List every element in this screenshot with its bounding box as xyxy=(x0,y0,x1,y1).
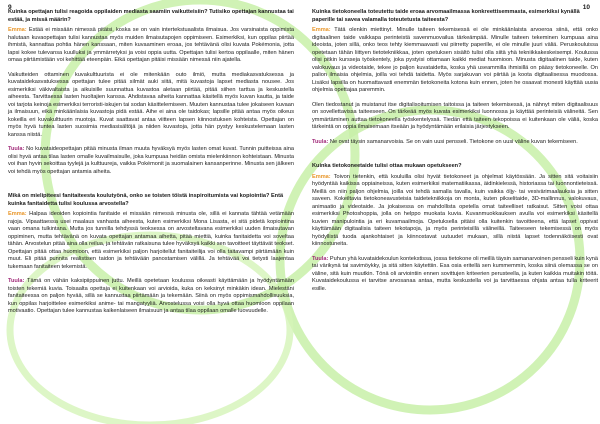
speaker-label: Tuula: xyxy=(8,146,25,152)
answer-paragraph: Vaikutteiden ottaminen kuvakulttuurista ei ole mitenkään outo ilmiö, mutta mediakasvatuksessa ja kuvataidekasvatuksessa opettajan tulee pitää silmät auki siitä, mitä kuvastoja lapset mediasta nousee. Jos esimerkiksi väkivaltaista ja aikuisille suunnattua kuvastoa aletaan piirtää, pitää siihen tarttua ja keskustella aiheesta. Tarvittaessa lasten huoltajien kanssa. Ahdistavaa aiheita kannattaa käsitellä myös kuvan kautta, ja taide voi tarjota keinoja esimerkiksi terroristi-iskujen tai sodan käsittelemiseen. Muuten kannustaa tulee jokaiseen kuvaan ja ilmaisuun, eikä minkäänlaisia kuvastoja pidä estää. Aihe ei aina ole taidokas; lapsille pitää antaa myös oikeus kokeilla eri kuvakulttuurin muotoja. Kuvat saattavat antaa viitteen lapsen kiinnostuksen kohteista. Opettajan on myös hyvä tuntea lasten suosimia mediasisältöjä ja niiden kuvastoja, jotta hän pystyy keskustelemaan lasten kanssa niistä. xyxy=(8,71,294,138)
speaker-label: Emma: xyxy=(8,27,27,33)
right-page-column xyxy=(312,9,598,300)
answer-text: Estää ei missään nimessä pitäisi, koska se on vain intertekstuaalista ilmaisua. Jos varsinaista oppimista halutaan kuvaopettajan tulisi kannustaa myös muiden ilmaisutapojen oppimiseen. Esimerkiksi, kun oppilas piirtää ihmistä, kannattaa pohtia hänen kanssaan, miten kuvaaminen eroaa, jos tehtävänä olisi kuvata Pokémonia, jotta lapsi kokee tulevansa kuulluksi ja ymmärretyksi ja voisi oppia uutta. Opettajan tulisi kertoa oppilaalle, miten hänen omaa piirtämistään voi kehittää eteenpäin. Eikä opettajan pitäisi missään nimessä niin ajatella. xyxy=(8,27,294,63)
speaker-label: Tuula: xyxy=(312,138,329,145)
answer-text: No kuvataideopettajan pitää minusta ilman muuta hyväksyä myös lasten omat kuvat. Tunnin puitteissa aina olisi hyvä antaa tilaa lasten omalle kuvailmaisulle, joka kumpuaa heidän omista mielenkiinnon kohteistaan. Minusta voi ihan hyvin sekoittaa tyylejä ja kulttuureja, vaikka Pokémonit ja suomalainen kansanperinne. Minusta sen jälkeen voi tehdä myös opettajan antamia aiheita. xyxy=(8,146,294,175)
answer-text: Tätä olenkin miettinyt. Minulle taiteen tekemisessä ei ole minkäänlaista arvoeroa siinä, että onko digitaalinen taide vaikkapa perinteistä savenmuovailua tärkeämpää. Minulle taiteen tekeminen kumpuaa aina ideoista, joten sillä, onko teos tehty kiemmaavasti vai piirretty paperille, ei ole minulle juuri väliä. Peruskouluissa opetetaan tähän liittyen tietotekniikkaa, joten opetuksen sisältö tulisi olla siitä yhä tekniikkakeskeisempi. Koulussa olisi pitkin kursseja työskentely, joka pystyisi ottamaan kaikki mediat huomioon. Minusta digitaalinen taide, kuten valokuvaus ja videotaide, tekee jo paljon kuvataidetta, koska yhä useammilla ihmisillä on pääsy tietokoneelle. On palion ilmaisia ohjelmia, joilla voi tehdä taidetta. Myös sarjakuvan voi piirtää ja koota digitaalisessa muodossa. Lisäksi lapsilla on huomattavasti enemmän tietokoneita kotona kuin ennen, joten he osaavat monesti käyttää uusia ohjelmia opettajaa paremmin. xyxy=(312,27,598,93)
answer-text: Puhun yhä kuvataidekoulun kontekstissa, jossa tietokone oli meillä täysin samanarvoinen pensseli kuin kynä tai värikynä tai savimöykky, ja sitä sitten käytettiin. Esa osia eritellä sen kummemmin, koska siinä olemassa se on väline, sitä kuin muutkin. Tönä oli arviointiin ennen sovittujen kriteerien perusteella, ja kuten kaikkia muitakin töitä. Kuvataidekoulussa ei tarvitse arvosanaa antaa, mutta keskustella voi ja tarvittaessa ohjata antaa tulla kriteerit esille. xyxy=(312,255,598,292)
answer-paragraph xyxy=(312,27,598,95)
speaker-label: Tuula: xyxy=(312,255,329,262)
answer-paragraph xyxy=(8,146,294,176)
answer-paragraph xyxy=(312,139,598,147)
answer-text: Ne ovat täysin samanarvoisia. Se on vain uusi pensseli. Tietokone on uusi väline kuvan tekemiseen. xyxy=(328,138,578,145)
answer-text: Halpaa ideoiden kopiointia fanitaide ei missään nimessä minusta ole, sillä ei kannata tähtää vetämään rajoja. Vipaattaessa usei maalaus vanhasta aiheesta, kuten esimerkiksi Mona Lisasta, ei sitä pidetä kopiointina vaan omana tulkintana. Mutta jos tunnilla tehdyssä teoksessa on arvosteltavana esimerkiksi uuden ilmaisutavan oppiminen, mutta tehtävänä on kuvata opettajan antamaa aihetta, pitää miettiä, kuinka fanitaidetta voi soveltaa tähän. Arvostelun pitää aina olla reilua, ja tehtävän ratkaisuna tulee hyväksyä kaikki sen tavoitteet täyttävät teokset. Opettajan pitää ottaa huomioon, että esimerkiksi paljon harjoitellut fanitaiteilija voi olla taitavampi piirtämään kuin muut. Eli pitää punnita realistisen taidon ja tehtävään panostamisen välillä. Ja tehtävää voi tietysti laajentaa tukemaan fanitaiteen tekemistä. xyxy=(8,211,294,270)
left-page-column xyxy=(8,9,294,323)
page-number-right: 10 xyxy=(582,4,590,11)
page-number-left: 9 xyxy=(8,4,12,11)
answer-paragraph xyxy=(8,278,294,316)
answer-paragraph xyxy=(312,174,598,249)
answer-paragraph xyxy=(8,27,294,65)
speaker-label: Emma: xyxy=(312,27,331,33)
question-heading: Kuinka tietokoneella toteutettu taide eroaa arvomaailmassa konkreettisemmasta, esimerkiksi kynällä paperille tai saveа valamalla toteutetusta taiteesta? xyxy=(312,9,580,23)
question-heading: Kuinka opettajan tulisi reagoida oppilaiden mediasta saamiin vaikutteisiin? Tutisiko opettajan kannustaa tai estää, ja missä määrin? xyxy=(8,9,294,23)
answer-text: Toivon tietenkin, että kouluilla olisi hyvät tietokoneet ja ohjelmat käytössään. Ja sitten sitä voitaisiin hyödyntää kaikissa oppiaineissa, kuten esimerkiksi matematiikassa, äidinkielessä, historiassa tai luonnontieteissä. Meillä on niin paljon ohjelmia, joilla voi tehdä samalla tavalla, kuin vaikka öljy- tai vesivärimaalauksia ja sitten saveen. Kokeiltavia tietokoneavusteisia taidetekniikkoja on monta, kuten pikselitaide, 3D-mallinnus, valokuvaus, animaatio ja videotaide. Ja jokaisessa on mahdollista opetella omat taiteelliset ratkaisut. Sitten voisi ottaa esimerkiksi Photoshoppia, jolla on helppo muokata kuvia. Kuvanmuokkauksen avulla voi esimerkiksi käsitellä kuvien manipulointia ja eri kuvamaailmoja. Opetuksella pitäisi olla kuitenkin tavoitteena, että lapset oppivat käyttämään digitaalisia taiteen tekotapoja, ja myös perinteisillä välineillä. Taiteeseen tekemisessä on myös hyödyllistä tuoda ajankohtaiset ja kiinnostavat uutuudet mukaan, sillä niistä lapset todennäköisesti ovat kiinnostuneita. xyxy=(312,173,598,247)
answer-paragraph xyxy=(8,211,294,271)
speaker-label: Tuula: xyxy=(8,278,25,284)
speaker-label: Emma: xyxy=(312,173,331,180)
speaker-label: Emma: xyxy=(8,211,27,217)
question-heading: Kuinka tietokoneetaide tulisi ottaa mukaan opetukseen? xyxy=(312,163,462,169)
answer-paragraph: Olen tiedostanut ja muistanut itse digitalisoitumisen taitoissa ja taiteen tekemisessä, ja nähnyt miten digitaalisuus on sovellettavissa taiteeseen. On tärkeää myös kuvata esimerkiksi luonnossa ja käyttää perinteisiä välineitä. Sen ymmärtäminen auttaa tietokoneella työskentelyssä. Tiedän että taiteen tekopoissa ei kuitenkaan ole väliä, koska tärkeintä on oppia ilmaisemaan itseään ja hyödyntämään erilaisia järjestykseen. xyxy=(312,101,598,130)
answer-text: Tämä on vähän kaksipiippuinen juttu. Meillä opetetaan koulussa oikeasti käyttämään ja hyödyntämään toisten tekemiä kuvia. Toisaalta opettaja ei kuitenkaan voi arvioida, kuka on keksinyt minkäkin idean. Mielestäni fanitaiteessa on paljon hyvää, sillä se kannustaa piirtämään ja tekemään. Siinä on myös oppimismahdollisuuksia, kun oppilas harjoittelee esimerkiksi anime- tai mangatyyliä. Arvostelussa voisi olla hyvä ottaa huomioon oppilaan motivaatio. Opettajan tulee kannustaa kaikenlaiseen ilmaisuun ja antaa tilaa oppilaan omalle luovuudelle. xyxy=(8,278,294,314)
answer-paragraph xyxy=(312,256,598,294)
question-heading: Mikä on mielipiteesi fanitaiteesta koulutyönä, onko se toisten töistä inspiroitumista vai kopiointia? Entä kuinka fanitaidetta tulisi koulussa arvostella? xyxy=(8,193,284,207)
